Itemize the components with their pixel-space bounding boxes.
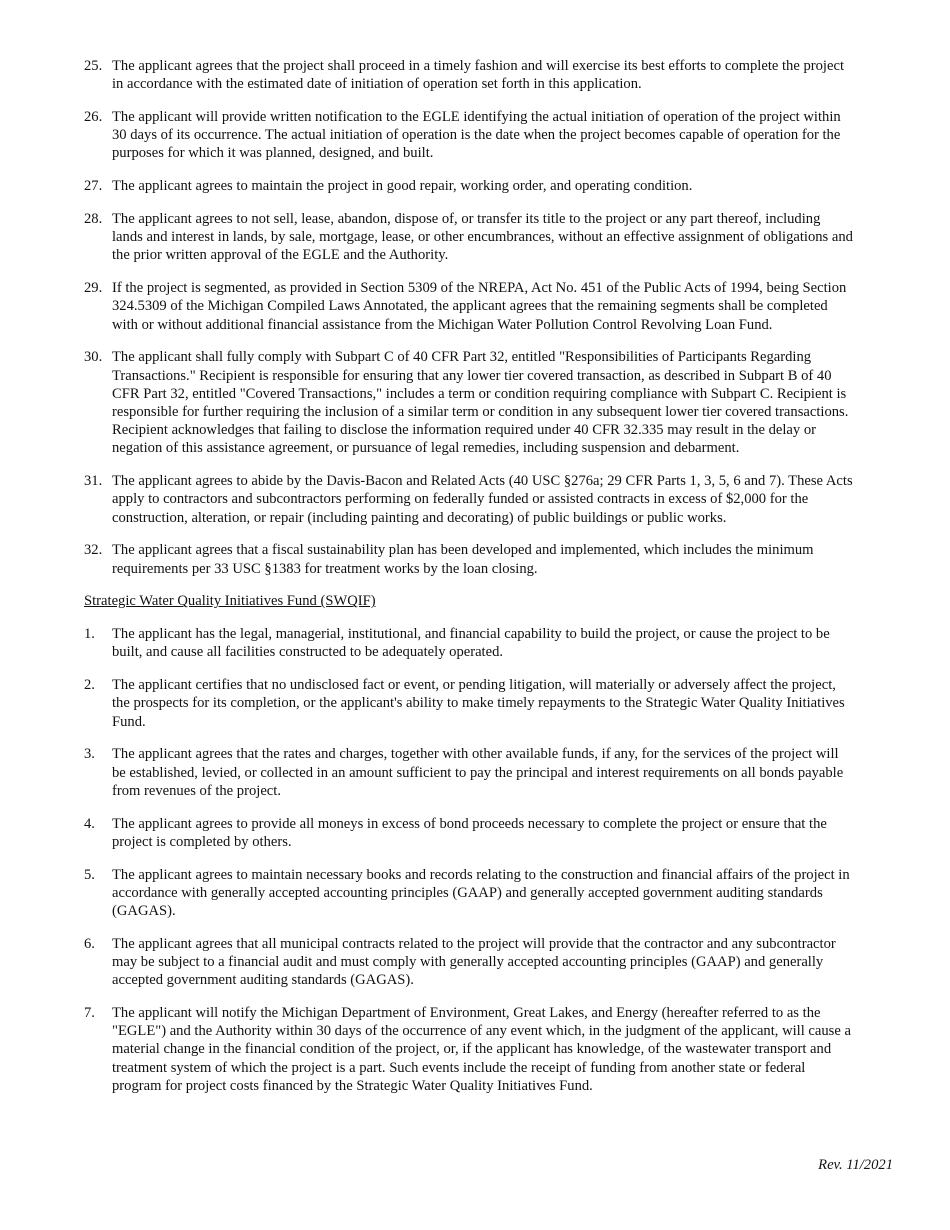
item-text: The applicant shall fully comply with Subpart C of 40 CFR Part 32, entitled "Responsibilities of Participants Regarding Transactions." Recipient is responsible for ensuring that any lower tier covered transaction, as described in Subpart B of 40 CFR Part 32, entitled "Covered Transactions," includes a term or condition requiring compliance with Subpart C. Recipient is responsible for further requiring the inclusion of a similar term or condition in any subsequent lower tier covered transactions. Recipient acknowledges that failing to disclose the information required under 40 CFR 32.335 may result in the delay or negation of this assistance agreement, or pursuance of legal remedies, including suspension and debarment. <box>112 349 849 457</box>
item-number: 32. <box>84 542 103 559</box>
list-item <box>84 472 854 527</box>
item-number: 29. <box>84 280 103 297</box>
item-number: 5. <box>84 866 95 883</box>
list-item <box>84 177 854 195</box>
document-page <box>84 57 854 1110</box>
item-number: 4. <box>84 815 95 832</box>
list-item <box>84 625 854 661</box>
item-number: 7. <box>84 1005 95 1022</box>
item-number: 28. <box>84 211 103 227</box>
item-number: 26. <box>84 109 103 125</box>
list-item <box>84 935 854 990</box>
list-item <box>84 57 854 93</box>
list-item <box>84 815 854 851</box>
item-text: The applicant certifies that no undisclosed fact or event, or pending litigation, will materially or adversely affect the project, the prospects for its completion, or the applicant's ability to make timely repayments to the Strategic Water Quality Initiatives Fund. <box>112 677 845 730</box>
item-text: If the project is segmented, as provided in Section 5309 of the NREPA, Act No. 451 of the Public Acts of 1994, being Section 324.5309 of the Michigan Compiled Laws Annotated, the applicant agrees that the remaining segments shall be completed with or without additional financial assistance from the Michigan Water Pollution Control Revolving Loan Fund. <box>112 280 847 333</box>
item-text: The applicant agrees that a fiscal sustainability plan has been developed and implemented, which includes the minimum requirements per 33 USC §1383 for treatment works by the loan closing. <box>112 542 814 577</box>
item-text: The applicant agrees to maintain the project in good repair, working order, and operating condition. <box>112 178 693 195</box>
item-number: 2. <box>84 677 95 694</box>
item-number: 30. <box>84 349 103 366</box>
list-item <box>84 745 854 800</box>
item-text: The applicant agrees that all municipal contracts related to the project will provide that the contractor and any subcontractor may be subject to a financial audit and must comply with generally accepted accounting principles (GAAP) and generally accepted government auditing standards (GAGAS). <box>112 935 836 989</box>
list-item <box>84 541 854 577</box>
conditions-list <box>84 57 854 578</box>
item-number: 27. <box>84 178 103 195</box>
item-text: The applicant agrees to provide all moneys in excess of bond proceeds necessary to complete the project or ensure that the project is completed by others. <box>112 815 827 850</box>
item-number: 1. <box>84 626 95 643</box>
item-text: The applicant will provide written notification to the EGLE identifying the actual initiation of operation of the project within 30 days of its occurrence. The actual initiation of operation is the date when the project becomes capable of operation for the purposes for which it was planned, designed, and built. <box>112 109 841 162</box>
item-text: The applicant agrees to not sell, lease, abandon, dispose of, or transfer its title to the project or any part thereof, including lands and interest in lands, by sale, mortgage, lease, or other encumbrances, without an effective assignment of obligations and the prior written approval of the EGLE and the Authority. <box>112 211 853 264</box>
revision-date: Rev. 11/2021 <box>818 1157 893 1173</box>
swqif-conditions-list <box>84 625 854 1095</box>
item-number: 6. <box>84 935 95 952</box>
list-item <box>84 676 854 731</box>
item-number: 3. <box>84 746 95 763</box>
list-item <box>84 279 854 334</box>
item-text: The applicant agrees that the rates and charges, together with other available funds, if any, for the services of the project will be established, levied, or collected in an amount sufficient to pay the principal and interest requirements on all bonds payable from revenues of the project. <box>112 746 844 799</box>
item-text: The applicant agrees to maintain necessary books and records relating to the construction and financial affairs of the project in accordance with generally accepted accounting principles (GAAP) and generally accepted government auditing standards (GAGAS). <box>112 866 850 920</box>
item-number: 25. <box>84 58 103 74</box>
list-item <box>84 348 854 457</box>
list-item <box>84 108 854 163</box>
list-item <box>84 866 854 921</box>
item-number: 31. <box>84 473 103 490</box>
list-item <box>84 210 854 265</box>
item-text: The applicant has the legal, managerial, institutional, and financial capability to build the project, or cause the project to be built, and cause all facilities constructed to be adequately operated. <box>112 626 830 661</box>
list-item <box>84 1004 854 1095</box>
item-text: The applicant agrees to abide by the Davis-Bacon and Related Acts (40 USC §276a; 29 CFR Parts 1, 3, 5, 6 and 7). These Acts apply to contractors and subcontractors performing on federally funded or assisted contracts in excess of $2,000 for the construction, alteration, or repair (including painting and decorating) of public buildings or public works. <box>112 473 853 526</box>
section-heading: Strategic Water Quality Initiatives Fund (SWQIF) <box>84 593 376 610</box>
item-text: The applicant will notify the Michigan Department of Environment, Great Lakes, and Energy (hereafter referred to as the "EGLE") and the Authority within 30 days of the occurrence of any event which, in the judgment of the applicant, will cause a material change in the financial condition of the project, or, if the applicant has knowledge, of the wastewater transport and treatment system of which the project is a part. Such events include the receipt of funding from another state or federal program for project costs financed by the Strategic Water Quality Initiatives Fund. <box>112 1005 851 1094</box>
item-text: The applicant agrees that the project shall proceed in a timely fashion and will exercise its best efforts to complete the project in accordance with the estimated date of initiation of operation set forth in this application. <box>112 58 844 93</box>
